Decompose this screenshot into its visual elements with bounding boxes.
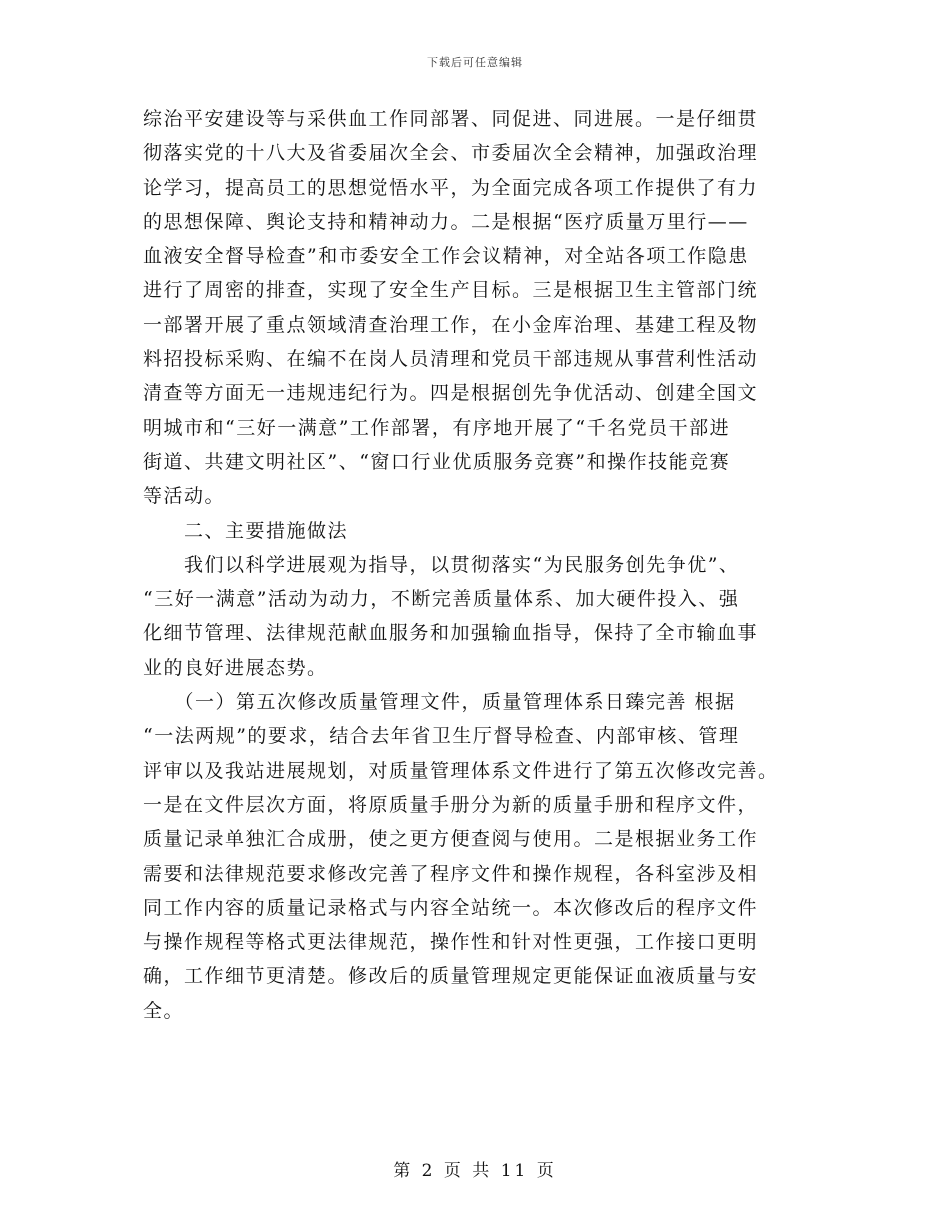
body-line: 确，工作细节更清楚。修改后的质量管理规定更能保证血液质量与安: [143, 965, 759, 988]
body-line: “一法两规”的要求，结合去年省卫生厅督导检查、内部审核、管理: [143, 725, 740, 748]
body-line: 论学习，提高员工的思想觉悟水平，为全面完成各项工作提供了有力: [143, 176, 759, 199]
body-line: 需要和法律规范要求修改完善了程序文件和操作规程，各科室涉及相: [143, 862, 759, 885]
body-line: 化细节管理、法律规范献血服务和加强输血指导，保持了全市输血事: [143, 622, 759, 645]
section-heading: 二、主要措施做法: [143, 519, 349, 542]
body-line: 质量记录单独汇合成册，使之更方便查阅与使用。二是根据业务工作: [143, 828, 759, 851]
body-line: 料招投标采购、在编不在岗人员清理和党员干部违规从事营利性活动: [143, 348, 759, 371]
document-body: [143, 102, 803, 1028]
body-line: 我们以科学进展观为指导，以贯彻落实“为民服务创先争优”、: [143, 553, 740, 576]
page-header-note: 下载后可任意编辑: [427, 56, 523, 69]
body-line: 清查等方面无一违规违纪行为。四是根据创先争优活动、创建全国文: [143, 382, 759, 405]
body-line: 一部署开展了重点领域清查治理工作，在小金库治理、基建工程及物: [143, 313, 759, 336]
page-number-footer: 第 2 页 共 11 页: [393, 1161, 557, 1181]
body-line: 同工作内容的质量记录格式与内容全站统一。本次修改后的程序文件: [143, 896, 759, 919]
body-line: 评审以及我站进展规划，对质量管理体系文件进行了第五次修改完善。: [143, 759, 779, 782]
body-line: 血液安全督导检查”和市委安全工作会议精神，对全站各项工作隐患: [143, 245, 749, 268]
body-line: “三好一满意”活动为动力，不断完善质量体系、加大硬件投入、强: [143, 588, 740, 611]
body-line: 彻落实党的十八大及省委届次全会、市委届次全会精神，加强政治理: [143, 142, 759, 165]
body-line: 业的良好进展态势。: [143, 656, 328, 679]
body-line: 进行了周密的排查，实现了安全生产目标。三是根据卫生主管部门统: [143, 279, 759, 302]
subsection-heading: （一）第五次修改质量管理文件，质量管理体系日臻完善 根据: [143, 691, 736, 714]
body-line: 一是在文件层次方面，将原质量手册分为新的质量手册和程序文件，: [143, 793, 759, 816]
body-line: 街道、共建文明社区”、“窗口行业优质服务竞赛”和操作技能竞赛: [143, 450, 731, 473]
body-line: 的思想保障、舆论支持和精神动力。二是根据“医疗质量万里行——: [143, 210, 749, 233]
body-line: 与操作规程等格式更法律规范，操作性和针对性更强，工作接口更明: [143, 931, 759, 954]
body-line: 综治平安建设等与采供血工作同部署、同促进、同进展。一是仔细贯: [143, 108, 759, 130]
body-line: 全。: [143, 999, 185, 1022]
body-line: 等活动。: [143, 485, 226, 508]
body-line: 明城市和“三好一满意”工作部署，有序地开展了“千名党员干部进: [143, 416, 731, 439]
